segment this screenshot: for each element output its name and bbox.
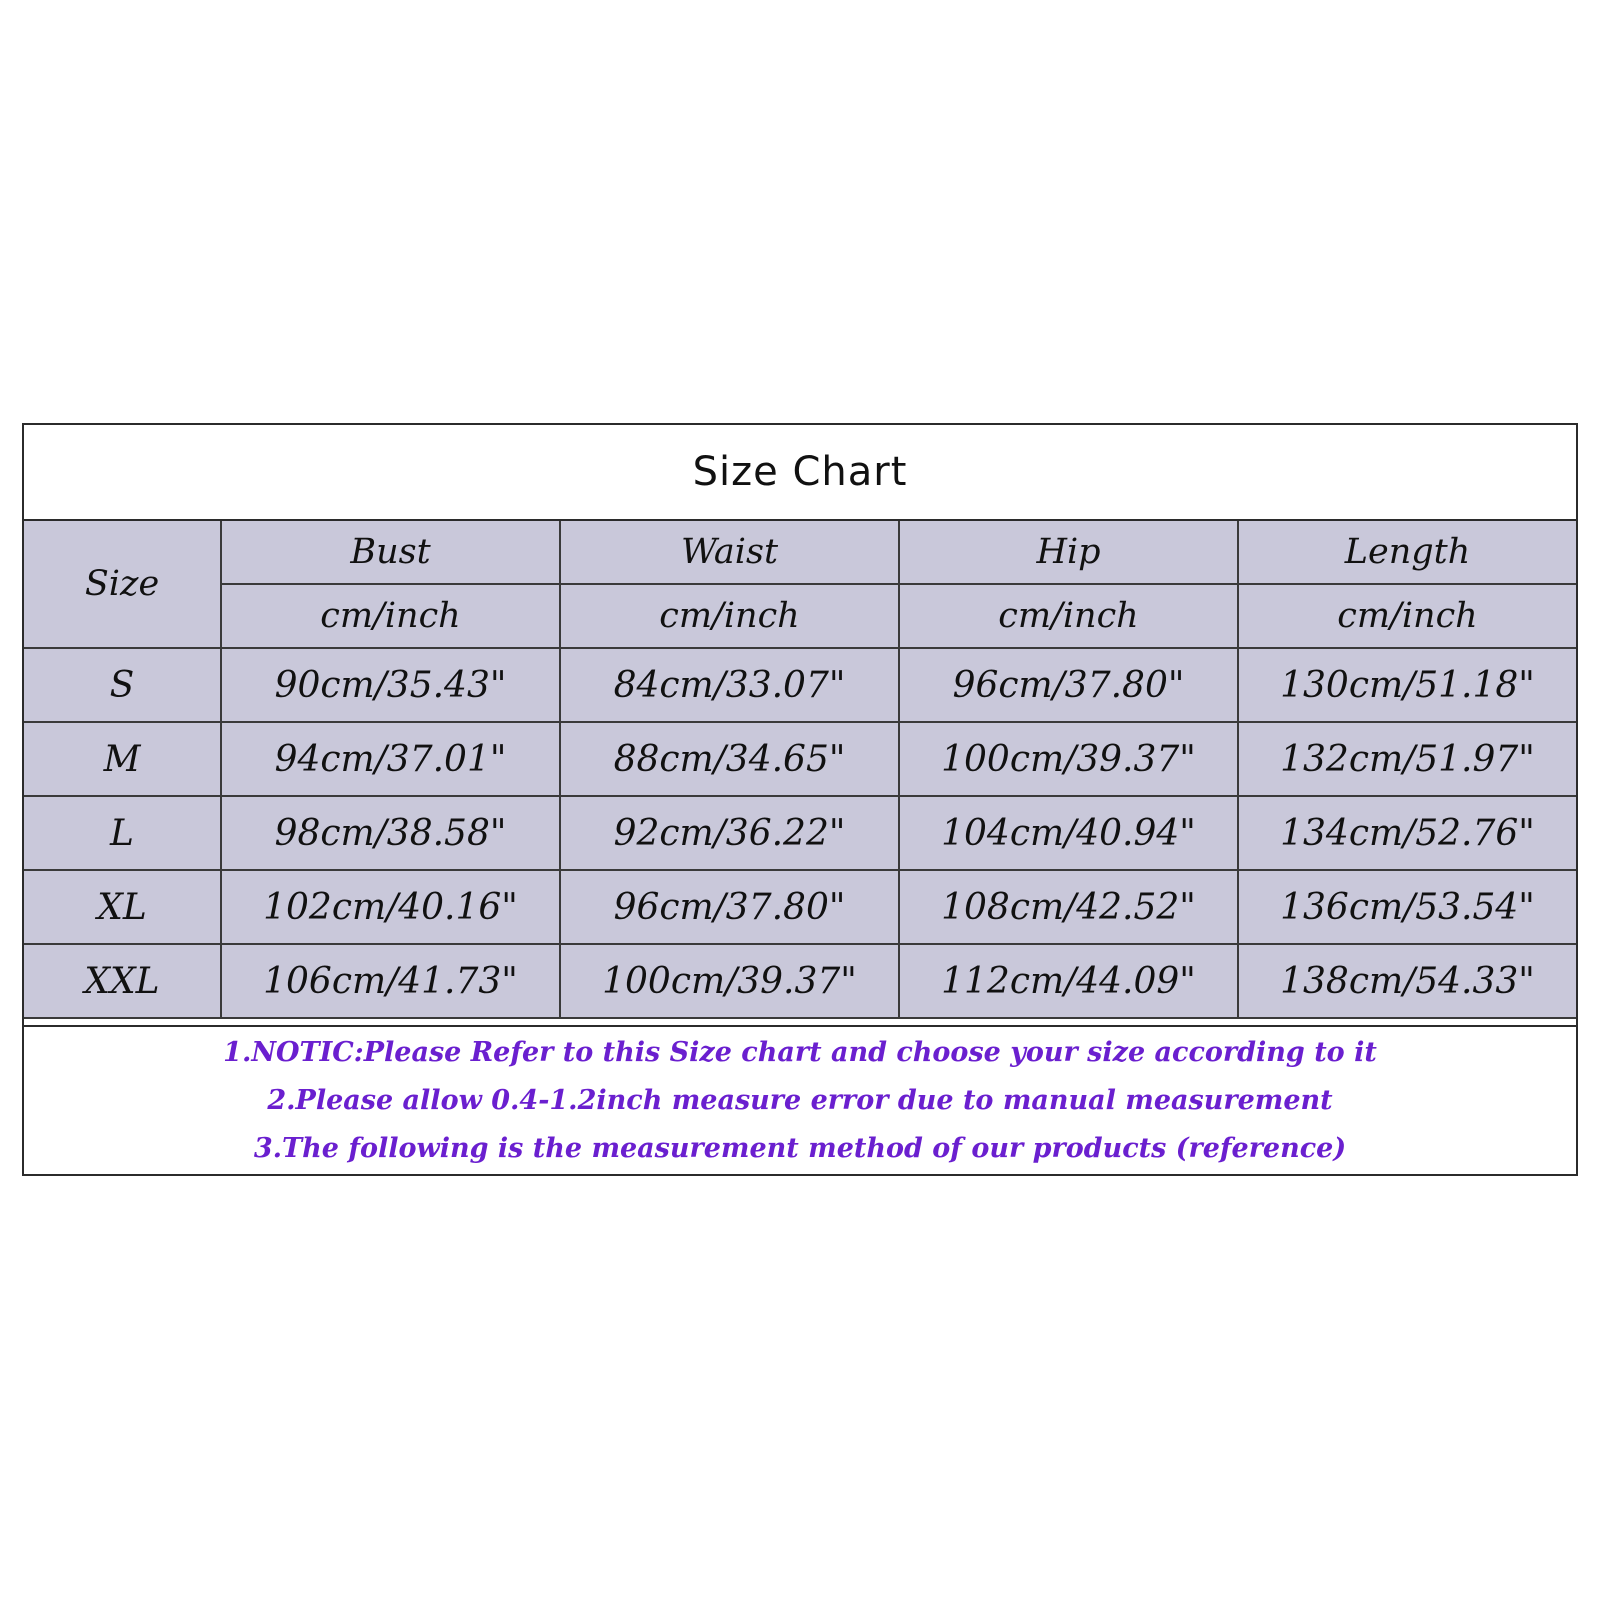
column-header-waist: Waist <box>560 521 899 584</box>
table-row <box>24 944 1576 1018</box>
size-cell: M <box>24 722 221 796</box>
length-cell: 134cm/52.76" <box>1238 796 1576 870</box>
bust-cell: 106cm/41.73" <box>221 944 560 1018</box>
table-row <box>24 722 1576 796</box>
waist-cell: 96cm/37.80" <box>560 870 899 944</box>
hip-cell: 112cm/44.09" <box>899 944 1238 1018</box>
unit-label: cm/inch <box>899 584 1238 648</box>
length-cell: 136cm/53.54" <box>1238 870 1576 944</box>
waist-cell: 100cm/39.37" <box>560 944 899 1018</box>
note-line: 2.Please allow 0.4-1.2inch measure error due to manual measurement <box>267 1085 1333 1116</box>
length-cell: 132cm/51.97" <box>1238 722 1576 796</box>
length-cell: 130cm/51.18" <box>1238 648 1576 722</box>
note-line: 3.The following is the measurement method of our products (reference) <box>253 1133 1347 1164</box>
size-table <box>24 521 1576 1019</box>
hip-cell: 96cm/37.80" <box>899 648 1238 722</box>
size-chart <box>22 423 1578 1176</box>
hip-cell: 104cm/40.94" <box>899 796 1238 870</box>
waist-cell: 88cm/34.65" <box>560 722 899 796</box>
notes-section <box>24 1025 1576 1175</box>
bust-cell: 94cm/37.01" <box>221 722 560 796</box>
waist-cell: 92cm/36.22" <box>560 796 899 870</box>
size-cell: L <box>24 796 221 870</box>
chart-title: Size Chart <box>24 425 1576 521</box>
bust-cell: 98cm/38.58" <box>221 796 560 870</box>
column-header-length: Length <box>1238 521 1576 584</box>
note-line: 1.NOTIC:Please Refer to this Size chart and choose your size according to it <box>223 1037 1377 1068</box>
size-cell: XXL <box>24 944 221 1018</box>
hip-cell: 108cm/42.52" <box>899 870 1238 944</box>
column-header-bust: Bust <box>221 521 560 584</box>
unit-label: cm/inch <box>221 584 560 648</box>
unit-label: cm/inch <box>560 584 899 648</box>
table-row <box>24 648 1576 722</box>
unit-label: cm/inch <box>1238 584 1576 648</box>
length-cell: 138cm/54.33" <box>1238 944 1576 1018</box>
bust-cell: 90cm/35.43" <box>221 648 560 722</box>
unit-row <box>24 584 1576 648</box>
size-cell: XL <box>24 870 221 944</box>
column-header-hip: Hip <box>899 521 1238 584</box>
table-row <box>24 796 1576 870</box>
waist-cell: 84cm/33.07" <box>560 648 899 722</box>
bust-cell: 102cm/40.16" <box>221 870 560 944</box>
header-row <box>24 521 1576 584</box>
hip-cell: 100cm/39.37" <box>899 722 1238 796</box>
table-row <box>24 870 1576 944</box>
size-cell: S <box>24 648 221 722</box>
size-header: Size <box>24 521 221 648</box>
